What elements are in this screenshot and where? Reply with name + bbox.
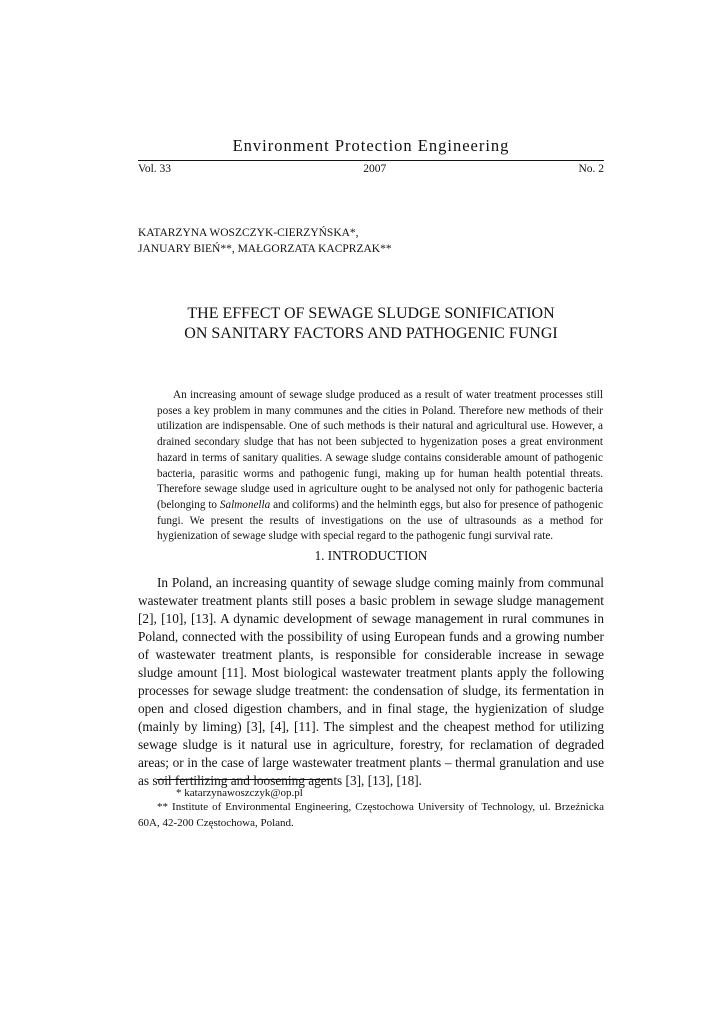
title-line-1: THE EFFECT OF SEWAGE SLUDGE SONIFICATION [187, 305, 555, 322]
issue-number-label: No. 2 [578, 163, 604, 175]
abstract-text-part-2: and coliforms) and the helminth eggs, but also for presence of pathogenic fungi. We present the results of investigations on the use of ultrasounds as a method for hygienization of sewage sludge with special regard to the pathogenic fungi survival rate. [157, 498, 603, 543]
journal-name: Environment Protection Engineering [232, 136, 510, 155]
footnote-affiliation: ** Institute of Environmental Engineering, Częstochowa University of Technology, ul. Brzeźnicka 60A, 42-200 Częstochowa, Poland. [138, 801, 604, 829]
abstract-text-part-1: An increasing amount of sewage sludge produced as a result of water treatment processes still poses a key problem in many communes and the cities in Poland. Therefore new methods of their utilization are indispensable. One of such methods is their natural and agricultural use. However, a drained secondary sludge that has not been subjected to hygenization poses a great environment hazard in terms of sanitary qualities. A sewage sludge contains considerable amount of pathogenic bacteria, parasitic worms and pathogenic fungi, making up for human health potential threats. Therefore sewage sludge used in agriculture ought to be analysed not only for pathogenic bacteria (belonging to [157, 389, 603, 511]
issue-info-row [138, 163, 604, 175]
abstract-italic-term: Salmonella [219, 498, 271, 511]
author-list [138, 225, 392, 257]
body-text [138, 574, 604, 790]
abstract-paragraph [157, 388, 603, 545]
title-line-2: ON SANITARY FACTORS AND PATHOGENIC FUNGI [184, 325, 558, 342]
header-rule [138, 160, 604, 161]
year-label: 2007 [363, 163, 387, 175]
abstract [157, 388, 603, 545]
body-paragraph: In Poland, an increasing quantity of sewage sludge coming mainly from communal wastewater treatment plants still poses a basic problem in sewage sludge management [2], [10], [13]. A dynamic development of sewage management in rural communes in Poland, connected with the possibility of using European funds and a growing number of wastewater treatment plants, is responsible for considerable increase in sewage sludge amount [11]. Most biological wastewater treatment plants apply the following processes for sewage sludge treatment: the condensation of sludge, its fermentation in open and closed digestion chambers, and in final stage, the hygienization of sludge (mainly by liming) [3], [4], [11]. The simplest and the cheapest method for utilizing sewage sludge is it natural use in agriculture, forestry, for reclamation of degraded areas; or in the case of large wastewater treatment plants – thermal granulation and use as soil fertilizing and loosening agents [3], [13], [18]. [138, 575, 604, 788]
section-heading: 1. INTRODUCTION [314, 548, 428, 563]
footnote-rule [157, 779, 332, 780]
authors-line-1: KATARZYNA WOSZCZYK-CIERZYŃSKA*, [138, 227, 359, 239]
paper-title [138, 304, 604, 344]
volume-label: Vol. 33 [138, 163, 172, 175]
authors-line-2: JANUARY BIEŃ**, MAŁGORZATA KACPRZAK** [138, 243, 392, 255]
footnote-email: * katarzynawoszczyk@op.pl [176, 787, 303, 799]
